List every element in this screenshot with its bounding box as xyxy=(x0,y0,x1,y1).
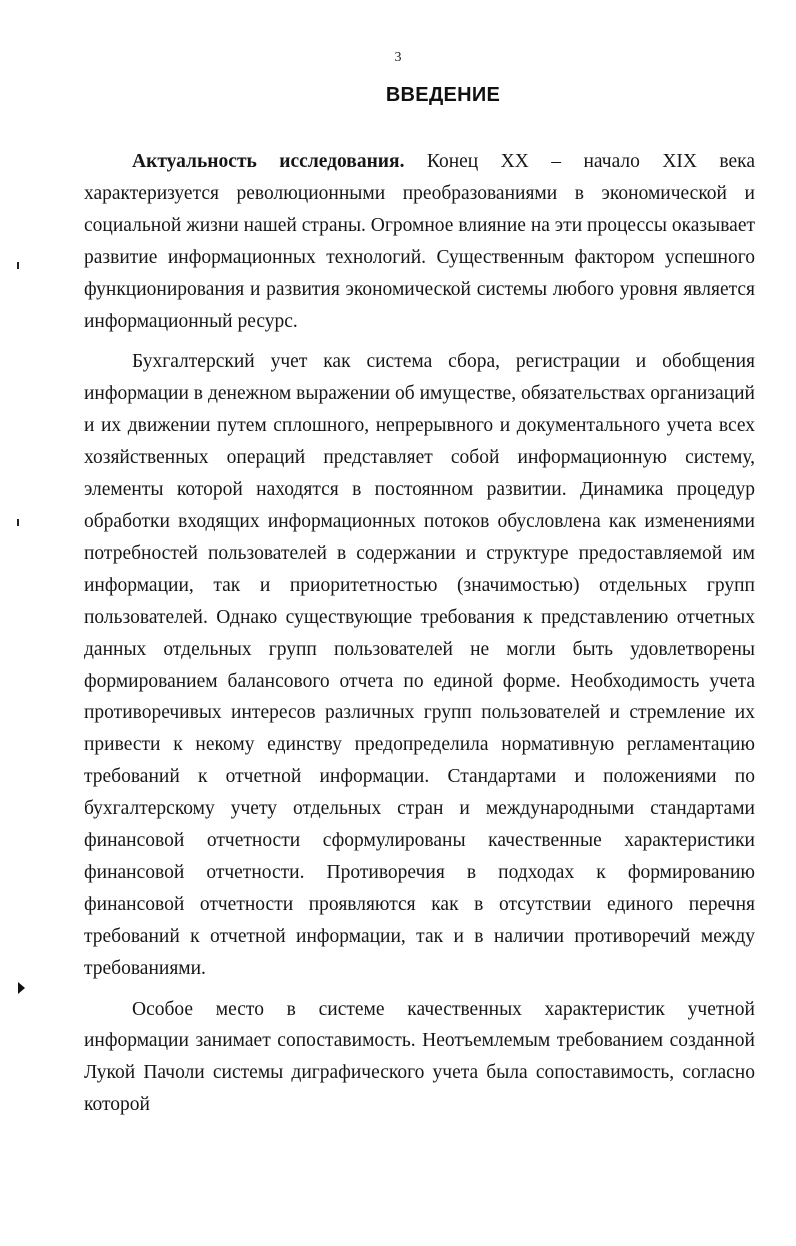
paragraph-accounting xyxy=(84,346,755,984)
scan-margin-mark xyxy=(17,519,19,526)
paragraph-text: Конец XX – начало XIX века характеризуется революционными преобразованиями в экономической и социальной жизни нашей страны. Огромное влияние на эти процессы оказывает развитие информационных технологий. Существенным фактором успешного функционирования и развития экономической системы любого уровня является информационный ресурс. xyxy=(84,151,755,332)
scan-margin-arrow-icon xyxy=(18,982,25,994)
paragraph-text: Бухгалтерский учет как система сбора, регистрации и обобщения информации в денежном выражении об имуществе, обязательствах организаций и их движении путем сплошного, непрерывного и документального учета всех хозяйственных операций представляет собой информационную систему, элементы которой находятся в постоянном развитии. Динамика процедур обработки входящих информационных потоков обусловлена как изменениями потребностей пользователей в содержании и структуре предоставляемой им информации, так и приоритетностью (значимостью) отдельных групп пользователей. Однако существующие требования к представлению отчетных данных отдельных групп пользователей не могли быть удовлетворены формированием балансового отчета по единой форме. Необходимость учета противоречивых интересов различных групп пользователей и стремление их привести к некому единству предопределила нормативную регламентацию требований к отчетной информации. Стандартами и положениями по бухгалтерскому учету отдельных стран и международными стандартами финансовой отчетности сформулированы качественные характеристики финансовой отчетности. Противоречия в подходах к формированию финансовой отчетности проявляются как в отсутствии единого перечня требований к отчетной информации, так и в наличии противоречий между требованиями. xyxy=(84,351,755,979)
page-number: 3 xyxy=(394,50,402,65)
paragraph-text: Особое место в системе качественных характеристик учетной информации занимает сопоставимость. Неотъемлемым требованием созданной Лукой Пачоли системы диграфического учета была сопоставимость, согласно которой xyxy=(84,998,755,1116)
paragraph-lead: Актуальность исследования. xyxy=(132,151,405,172)
paragraph-comparability xyxy=(84,994,755,1122)
scan-margin-mark xyxy=(17,262,19,269)
page-title: ВВЕДЕНИЕ xyxy=(385,84,501,106)
document-body xyxy=(84,146,755,1121)
paragraph-relevance xyxy=(84,146,755,337)
